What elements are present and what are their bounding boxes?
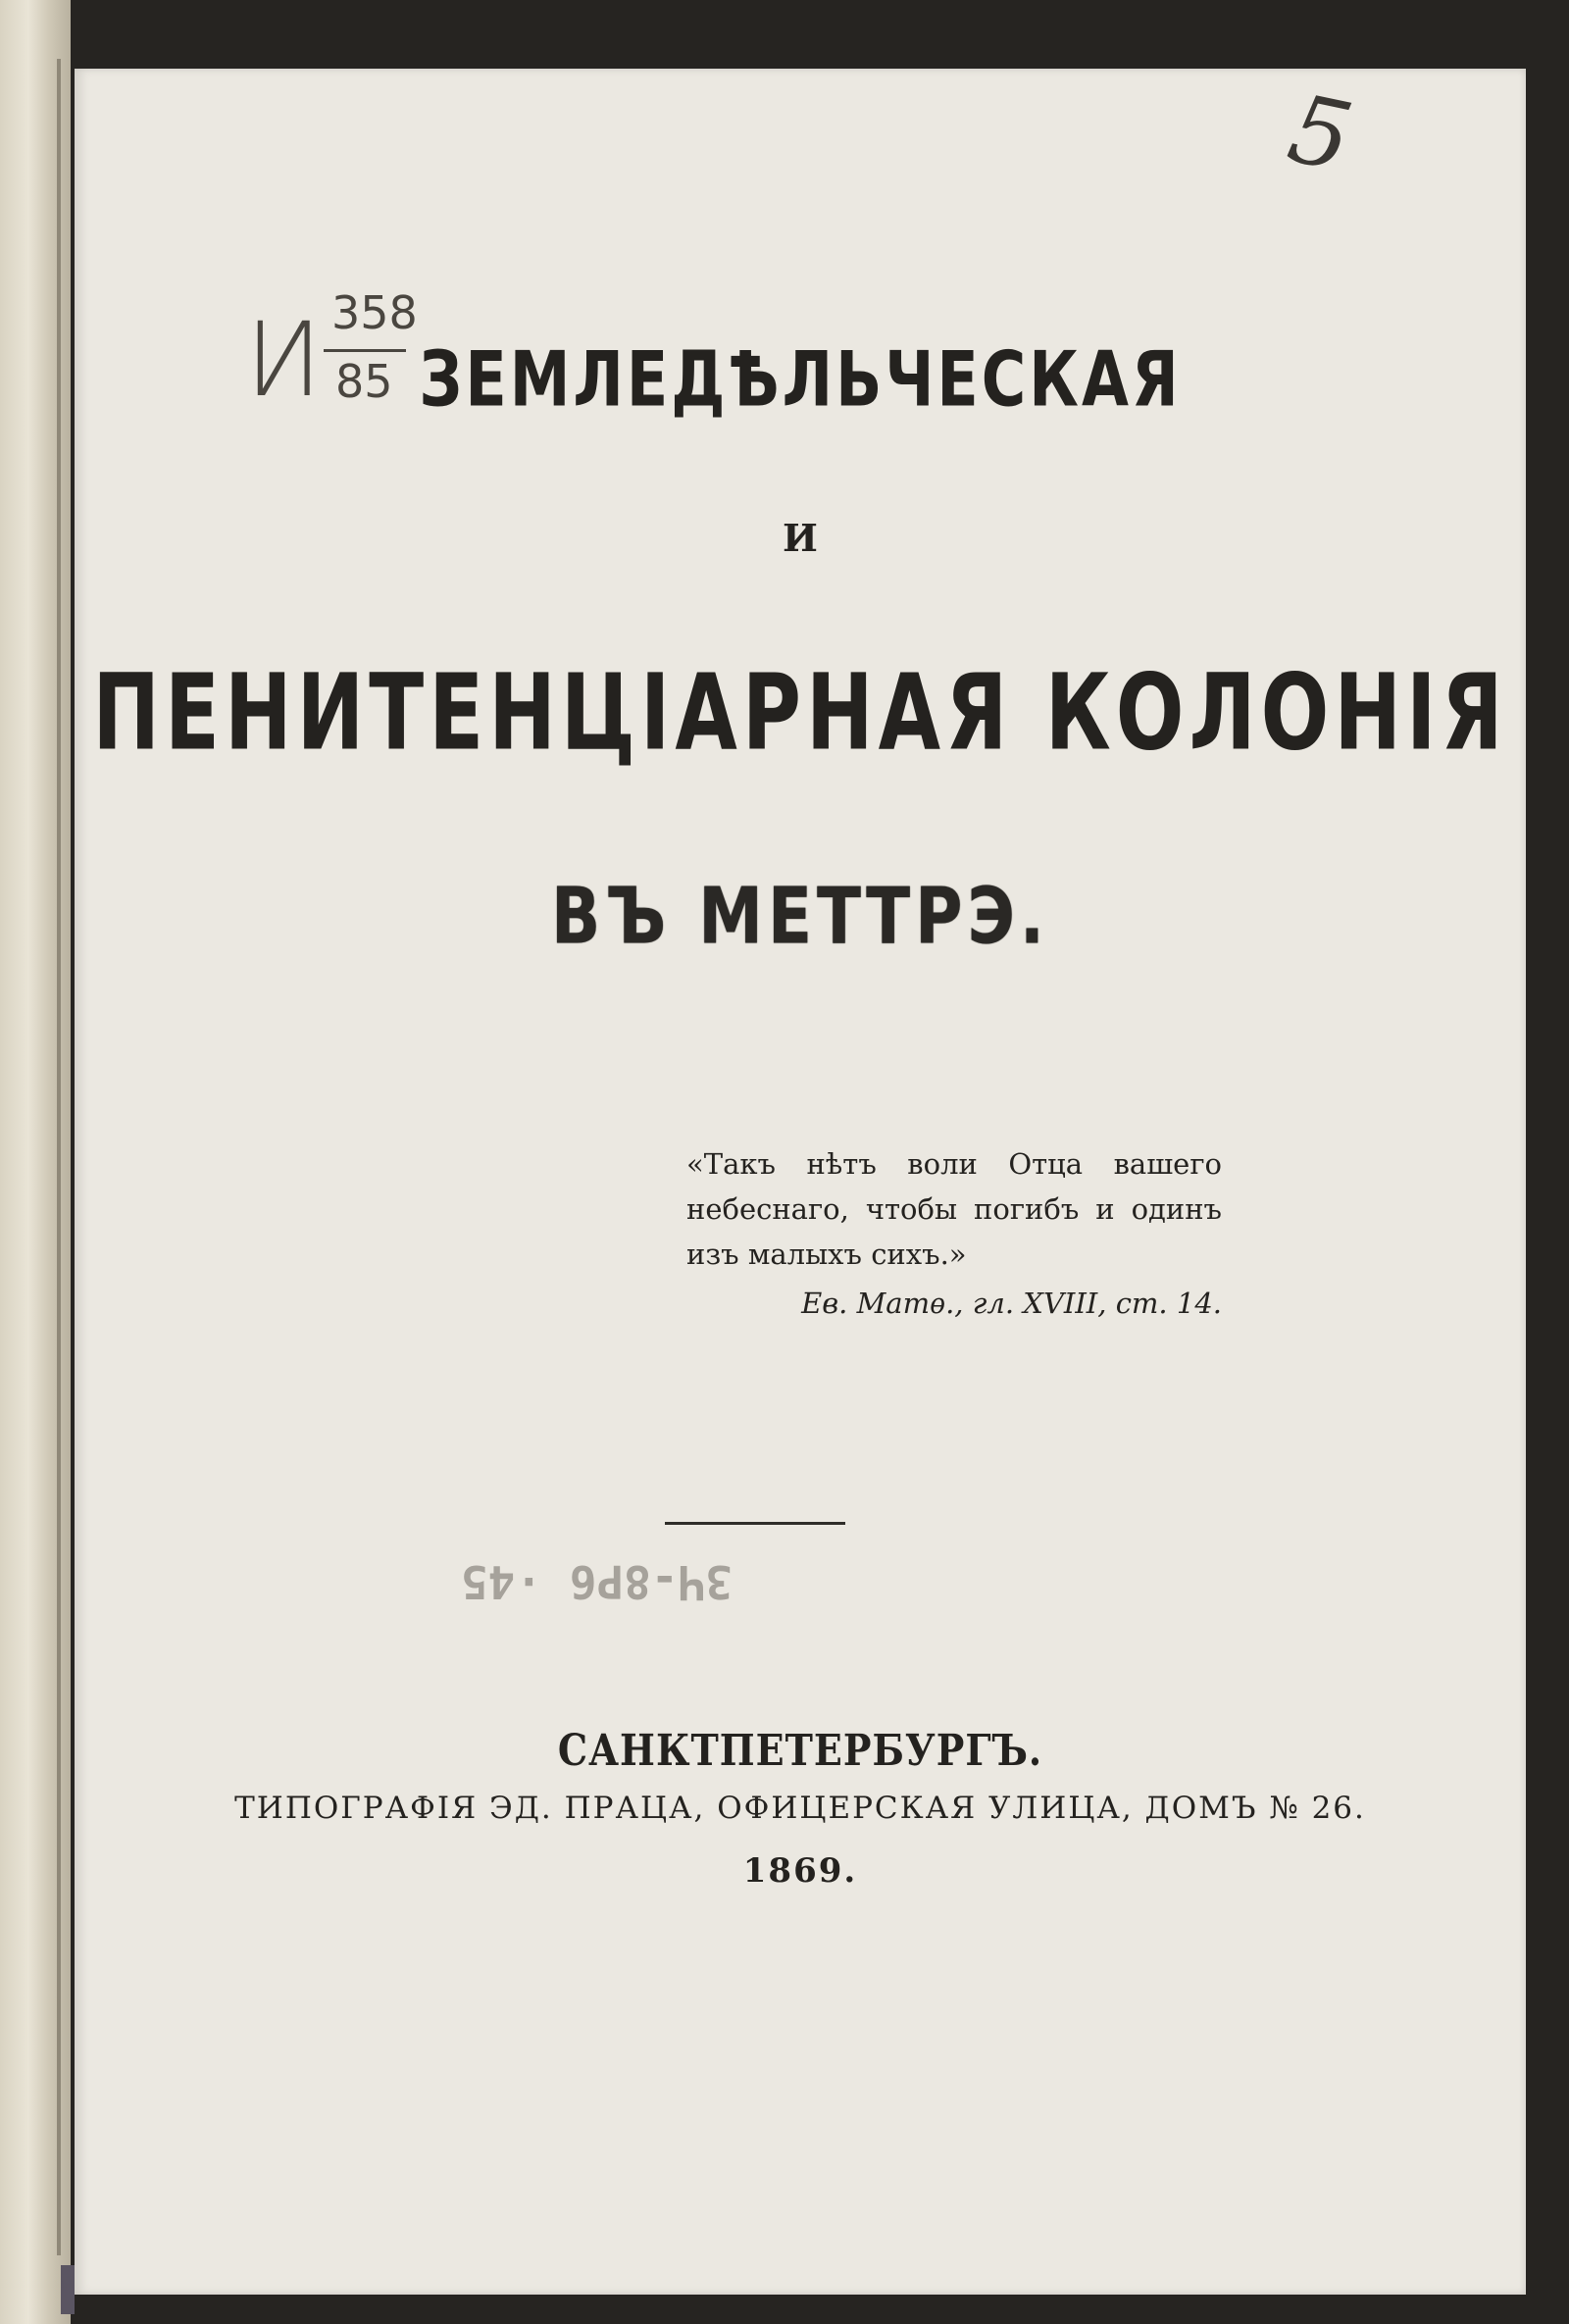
title-line-penitentiary-colony: ПЕНИТЕНЦІАРНАЯ КОЛОНІЯ: [92, 652, 1508, 775]
epigraph-line: изъ малыхъ сихъ.»: [686, 1238, 967, 1271]
epigraph-line: небеснаго, чтобы погибъ и одинъ: [686, 1192, 1222, 1226]
title-line-location: ВЪ МЕТТРЭ.: [551, 871, 1049, 962]
inventory-stamp: ЗЧ-8Р6 ·45: [461, 1555, 733, 1608]
title-line-agricultural: ЗЕМЛЕДѢЛЬЧЕСКАЯ: [419, 333, 1182, 425]
epigraph-line: «Такъ нѣтъ воли Отца вашего: [686, 1147, 1222, 1181]
imprint-city: САНКТПЕТЕРБУРГЪ.: [557, 1724, 1043, 1776]
imprint-printer: ТИПОГРАФІЯ ЭД. ПРАЦА, ОФИЦЕРСКАЯ УЛИЦА, ДОМЪ № 26.: [234, 1791, 1366, 1826]
epigraph-citation: Ев. Матѳ., гл. XVIII, ст. 14.: [801, 1287, 1222, 1320]
shelf-mark-letter: И: [245, 300, 323, 420]
page-edge-tab: [61, 2265, 75, 2314]
section-divider-rule: [665, 1522, 845, 1525]
shelf-mark-denominator: 85: [335, 355, 393, 408]
binding-fold-line: [57, 59, 61, 2255]
imprint-year: 1869.: [742, 1851, 858, 1891]
shelf-mark-numerator: 358: [331, 286, 418, 339]
handwritten-folio-number: 5: [1280, 73, 1362, 194]
epigraph: [686, 1141, 1222, 1326]
title-conjunction: И: [783, 516, 818, 560]
